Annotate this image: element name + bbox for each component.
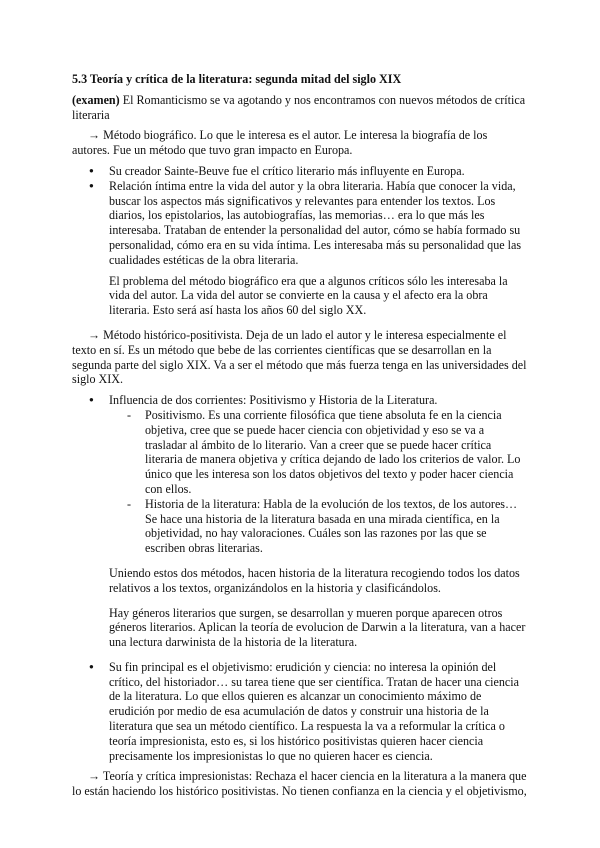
list-item: ● Relación íntima entre la vida del autor y la obra literaria. Había que conocer la vida, buscar los aspectos más significativos y relevantes para entender los textos. Los diarios, los epistolarios, las autobiografías, las memorias… era lo que más les interesaba. Trataban de entender la personalidad del autor, cómo se había formado su personalidad, cómo era en su vida íntima. Les interesaba más su personalidad que las cualidades estéticas de la obra literaria.	[72, 179, 528, 268]
impressionist-paragraph: → Teoría y crítica impresionistas: Rechaza el hacer ciencia en la literatura a la manera que lo están haciendo los histórico positivistas. No tienen confianza en la ciencia y el objetivismo,	[72, 769, 527, 799]
biographical-method-paragraph: → Método biográfico. Lo que le interesa es el autor. Le interesa la biografía de los autores. Fue un método que tuvo gran impacto en Europa.	[72, 128, 488, 158]
biographical-problem-note: El problema del método biográfico era que a algunos críticos sólo les interesaba la vida del autor. La vida del autor se convierte en la causa y el afecto era la obra literaria. Esto será así hasta los años 60 del siglo XX.	[109, 273, 508, 318]
list-item: ● Su creador Sainte-Beuve fue el crítico literario más influyente en Europa.	[72, 164, 528, 179]
list-item: ● Su fin principal es el objetivismo: erudición y ciencia: no interesa la opinión del crítico, del historiador… su tarea tiene que ser científica. Tratan de hacer una ciencia de la literatura. Lo que ellos quieren es alcanzar un conocimiento máximo de erudición por medio de esa acumulación de datos y construir una historia de la literatura que sea un método científico. La respuesta la va a reformular la crítica o teoría impresionista, esto es, si los histórico positivistas quieren hacer ciencia precisamente los impresionistas lo que no quieren hacer es ciencia.	[72, 660, 528, 764]
biographical-bullet-list	[72, 164, 528, 268]
exam-tag: (examen)	[72, 92, 120, 107]
positivist-bullet-list	[72, 393, 528, 408]
section-heading: 5.3 Teoría y crítica de la literatura: segunda mitad del siglo XIX	[72, 72, 402, 86]
intro-paragraph	[72, 93, 528, 123]
currents-dash-list	[72, 408, 528, 556]
list-item: - Historia de la literatura: Habla de la evolución de los textos, de los autores… Se hace una historia de la literatura basada en una mirada científica, en la objetividad, no hay valoraciones. Cuáles son las razones por las que se escriben obras literarias.	[72, 497, 528, 556]
positivist-method-paragraph: → Método histórico-positivista. Deja de un lado el autor y le interesa especialmente el texto en sí. Es un método que bebe de las corrientes científicas que se desarrollan en la segunda parte del siglo XIX. Va a ser el método que más fuerza tenga en las universidades del siglo XIX.	[72, 327, 527, 387]
objectivism-bullet-list	[72, 660, 528, 764]
document-page	[72, 72, 528, 799]
intro-text: El Romanticismo se va agotando y nos encontramos con nuevos métodos de crítica literaria	[72, 92, 526, 122]
positivist-paragraph-2: Hay géneros literarios que surgen, se desarrollan y mueren porque aparecen otros géneros literarios. Aplican la teoría de evolucion de Darwin a la literatura, van a hacer una lectura darwinista de la historia de la literatura.	[109, 605, 526, 650]
list-item: ● Influencia de dos corrientes: Positivismo y Historia de la Literatura.	[72, 393, 528, 408]
list-item: - Positivismo. Es una corriente filosófica que tiene absoluta fe en la ciencia objetiva, cree que se puede hacer ciencia con objetividad y eso se va a trasladar al ámbito de lo literario. Van a creer que se puede hacer crítica literaria de manera objetiva y crítica dejando de lado los criterios de valor. Lo único que les interesa son los datos objetivos del texto y poder hacer ciencia con ellos.	[72, 408, 528, 497]
positivist-paragraph-1: Uniendo estos dos métodos, hacen historia de la literatura recogiendo todos los datos relativos a los textos, organizándolos en la historia y clasificándolos.	[109, 565, 520, 595]
